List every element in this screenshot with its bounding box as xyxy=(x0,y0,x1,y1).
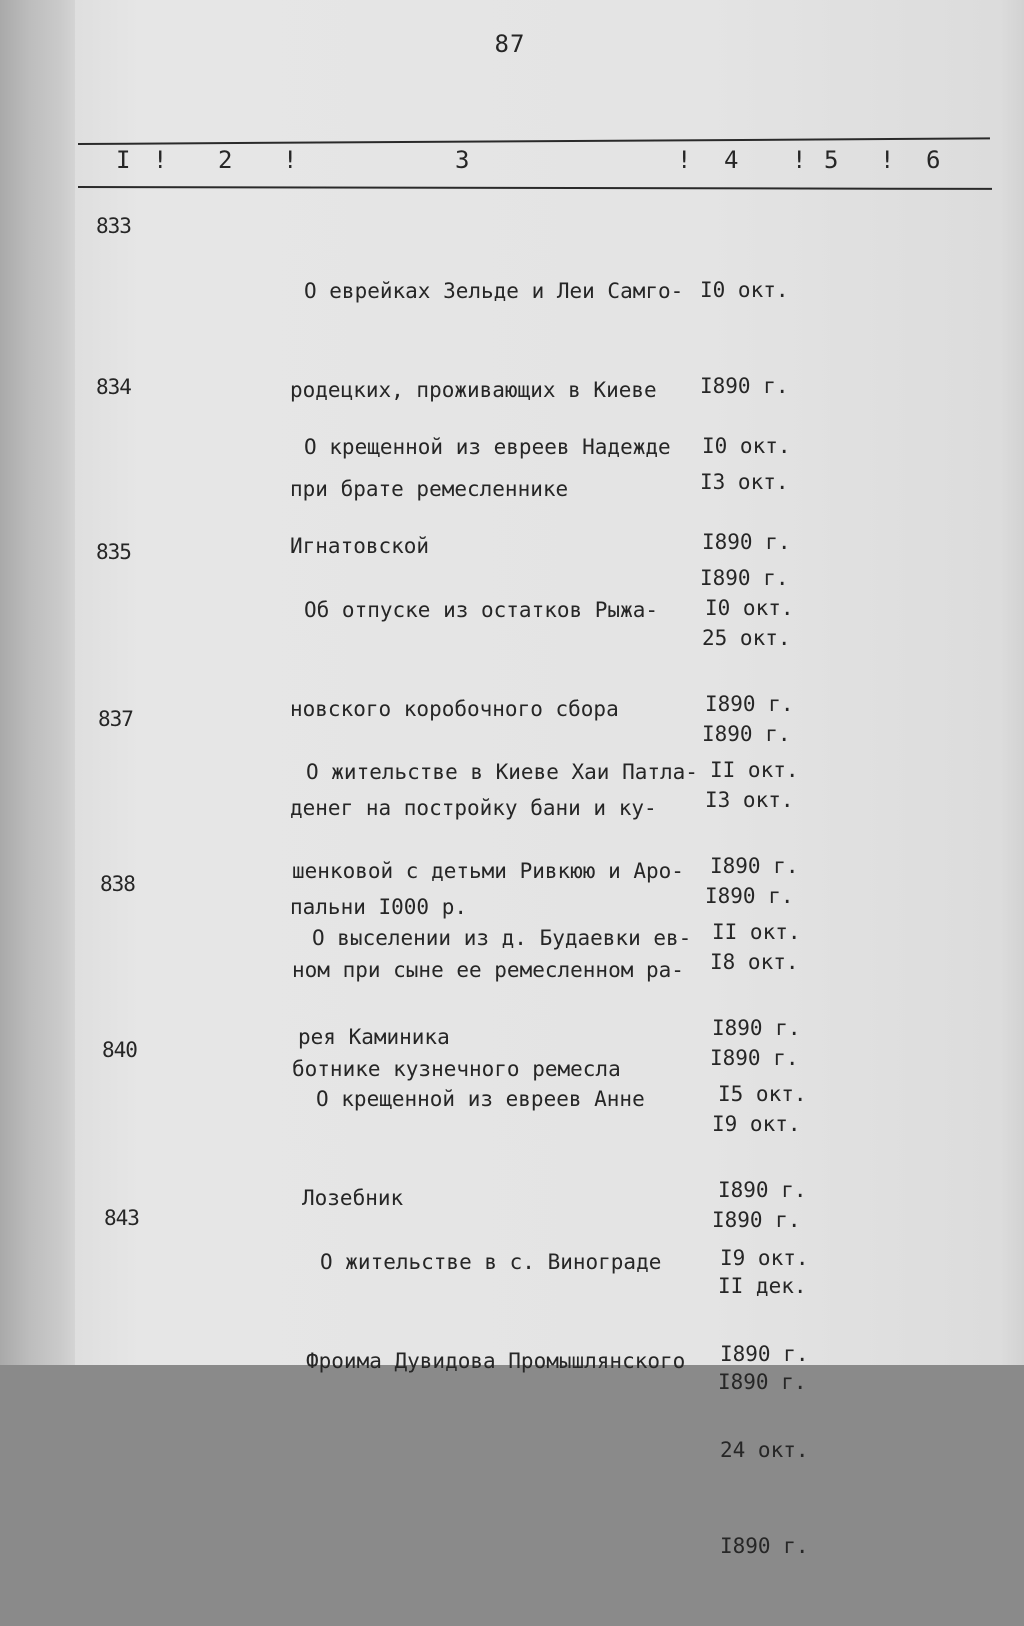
header-sep: ! xyxy=(283,146,298,174)
entry-number: 834 xyxy=(96,375,131,399)
binding-fold xyxy=(0,0,75,1365)
header-sep: ! xyxy=(792,146,807,174)
header-rule-bottom xyxy=(78,186,992,190)
entry-subject: О крещенной из евреев Анне Лозебник xyxy=(302,1087,645,1210)
entry-dates: I5 окт. I890 г. II дек. I890 г. xyxy=(718,1082,807,1394)
entry-number: 840 xyxy=(102,1038,137,1062)
entry-number: 843 xyxy=(104,1206,139,1230)
entry-subject: Об отпуске из остатков Рыжа- новского коробочного сбора денег на постройку бани и ку- пальни I000 р. xyxy=(290,598,659,919)
header-sep: ! xyxy=(880,146,895,174)
entry-dates: I0 окт. I890 г. I3 окт. I890 г. xyxy=(705,596,794,908)
header-col-5: 5 xyxy=(824,146,839,174)
entry-subject: О еврейках Зельде и Леи Самго- родецких, проживающих в Киеве при брате ремесленнике xyxy=(290,279,684,501)
entry-dates: I9 окт. I890 г. 24 окт. I890 г. xyxy=(720,1246,809,1558)
entry-dates: I0 окт. I890 г. 25 окт. I890 г. xyxy=(702,434,791,746)
entry-subject: О жительстве в с. Винограде Фроима Дувидова Промышлянского xyxy=(306,1250,686,1373)
entry-dates: II окт. I890 г. I8 окт. I890 г. xyxy=(710,758,799,1070)
header-col-6: 6 xyxy=(926,146,941,174)
entry-dates: I0 окт. I890 г. I3 окт. I890 г. xyxy=(700,278,789,590)
header-col-4: 4 xyxy=(724,146,739,174)
entry-number: 835 xyxy=(96,540,131,564)
header-sep: ! xyxy=(677,146,692,174)
entry-subject: О жительстве в Киеве Хаи Патла- шенковой с детьми Ривкюю и Аро- ном при сыне ее ремесленном ра- ботнике кузнечного ремесла xyxy=(292,760,698,1081)
header-rule-top xyxy=(78,137,990,145)
header-col-2: 2 xyxy=(218,146,233,174)
entry-subject: О выселении из д. Будаевки ев- рея Каминика xyxy=(298,926,692,1049)
entry-subject: О крещенной из евреев Надежде Игнатовской xyxy=(290,435,671,558)
header-col-1: I xyxy=(116,146,131,174)
entry-dates: II окт. I890 г. I9 окт. I890 г. xyxy=(712,920,801,1232)
page-number: 87 xyxy=(494,30,526,58)
header-sep: ! xyxy=(153,146,168,174)
entry-number: 833 xyxy=(96,214,131,238)
entry-number: 838 xyxy=(100,872,135,896)
entry-number: 837 xyxy=(98,707,133,731)
header-col-3: 3 xyxy=(455,146,470,174)
